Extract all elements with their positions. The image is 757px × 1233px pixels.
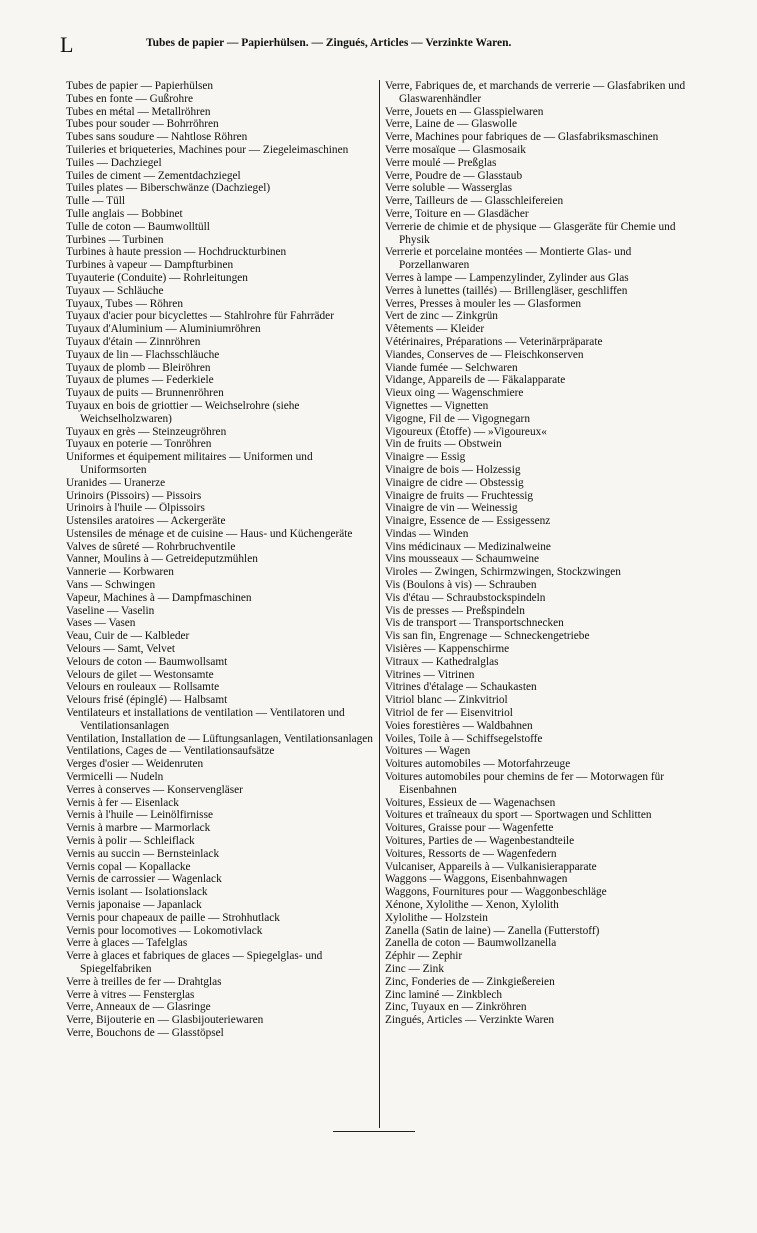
index-entry: Tulle de coton — Baumwolltüll	[66, 220, 210, 233]
index-entry: Tubes de papier — Papierhülsen	[66, 80, 214, 92]
index-entry: Voitures automobiles pour chemins de fer — Motorwagen für Eisenbahnen	[385, 771, 665, 796]
index-entry: Voitures, Graisse pour — Wagenfette	[385, 822, 554, 835]
index-entry: Tuileries et briqueteries, Machines pour — Ziegeleimaschinen	[66, 143, 349, 156]
index-entry: Vitriol blanc — Zinkvitriol	[385, 694, 508, 707]
index-entry: Zéphir — Zephir	[385, 950, 463, 963]
index-entry: Viande fumée — Selchwaren	[385, 361, 518, 374]
index-entry: Vigogne, Fil de — Vigognegarn	[385, 412, 530, 425]
index-entry: Vinaigre de bois — Holzessig	[385, 463, 521, 476]
column-divider	[379, 80, 380, 1128]
index-entry: Ventilateurs et installations de ventilation — Ventilatoren und Ventilationsanlagen	[66, 707, 345, 732]
index-entry: Vins médicinaux — Medizinalweine	[385, 540, 551, 553]
index-entry: Visières — Kappenschirme	[385, 643, 510, 656]
index-entry: Vis de transport — Transportschnecken	[385, 617, 564, 630]
index-entry: Vernis pour chapeaux de paille — Strohhutlack	[66, 911, 280, 924]
index-entry: Ustensiles aratoires — Ackergeräte	[66, 515, 226, 528]
index-entry: Verres à lunettes (taillés) — Brillengläser, geschliffen	[385, 284, 628, 297]
index-entry: Vitrines — Vitrinen	[385, 668, 475, 681]
index-entry: Tuyaux, Tubes — Röhren	[66, 297, 183, 310]
index-entry: Verre à treilles de fer — Drahtglas	[66, 975, 222, 988]
index-entry: Vinaigre de cidre — Obstessig	[385, 476, 524, 489]
index-entry: Vins mousseaux — Schaumweine	[385, 553, 540, 566]
index-entry: Turbines — Turbinen	[66, 233, 164, 246]
index-entry: Tuyaux en grès — Steinzeugröhren	[66, 425, 227, 438]
index-entry: Verre, Jouets en — Glasspielwaren	[385, 105, 544, 118]
index-entry: Verre, Bijouterie en — Glasbijouteriewaren	[66, 1014, 264, 1027]
index-entry: Verres à lampe — Lampenzylinder, Zylinder aus Glas	[385, 271, 629, 284]
index-entry: Tuyaux d'acier pour bicyclettes — Stahlrohre für Fahrräder	[66, 310, 334, 323]
index-entry: Verre soluble — Wasserglas	[385, 182, 512, 195]
index-entry: Uniformes et équipement militaires — Uniformen und Uniformsorten	[66, 451, 313, 476]
left-column	[66, 80, 373, 1040]
index-entry: Ventilation, Installation de — Lüftungsanlagen, Ventilationsanlagen	[66, 732, 373, 745]
index-entry: Tuyaux en bois de griottier — Weichselrohre (siehe Weichselholzwaren)	[66, 399, 300, 425]
index-entry: Tuyaux d'étain — Zinnröhren	[66, 335, 201, 348]
index-entry: Verre, Bouchons de — Glasstöpsel	[66, 1026, 224, 1039]
index-entry: Velours de gilet — Westonsamte	[66, 668, 214, 681]
index-entry: Tuyaux — Schläuche	[66, 284, 164, 297]
index-entry: Verre à glaces — Tafelglas	[66, 937, 188, 950]
right-column	[385, 80, 697, 1027]
index-entry: Vidange, Appareils de — Fäkalapparate	[385, 374, 566, 387]
index-entry: Turbines à haute pression — Hochdruckturbinen	[66, 246, 287, 259]
running-title: Tubes de papier — Papierhülsen. — Zingués, Articles — Verzinkte Waren.	[146, 37, 512, 49]
index-entry: Verre, Machines pour fabriques de — Glasfabriksmaschinen	[385, 131, 659, 144]
index-entry: Zinc — Zink	[385, 962, 444, 975]
index-entry: Vernis japonaise — Japanlack	[66, 899, 202, 911]
index-entry: Verre, Toiture en — Glasdächer	[385, 207, 529, 220]
index-entry: Verre moulé — Preßglas	[385, 156, 497, 169]
index-entry: Tubes sans soudure — Nahtlose Röhren	[66, 131, 248, 144]
index-entry: Voitures, Essieux de — Wagenachsen	[385, 796, 556, 809]
index-entry: Verre à vitres — Fensterglas	[66, 988, 195, 1001]
index-entry: Verrerie et porcelaine montées — Montierte Glas- und Porzellanwaren	[385, 246, 632, 272]
index-entry: Vulcaniser, Appareils à — Vulkanisierapparate	[385, 860, 597, 873]
index-entry: Verrerie de chimie et de physique — Glasgeräte für Chemie und Physik	[385, 220, 676, 246]
index-entry: Vaseline — Vaselin	[66, 604, 155, 617]
index-entry: Veau, Cuir de — Kalbleder	[66, 630, 190, 643]
index-entry: Viroles — Zwingen, Schirmzwingen, Stockzwingen	[385, 566, 621, 579]
index-entry: Vignettes — Vignetten	[385, 399, 489, 412]
index-entry: Zingués, Articles — Verzinkte Waren	[385, 1014, 555, 1027]
index-entry: Vernis copal — Kopallacke	[66, 860, 191, 873]
index-entry: Vinaigre de vin — Weinessig	[385, 502, 518, 515]
index-entry: Vannerie — Korbwaren	[66, 566, 174, 579]
index-entry: Vernis à l'huile — Leinölfirnisse	[66, 809, 213, 822]
index-entry: Vanner, Moulins à — Getreideputzmühlen	[66, 553, 258, 566]
index-entry: Tuiles — Dachziegel	[66, 156, 162, 169]
index-entry: Vernis de carrossier — Wagenlack	[66, 873, 222, 886]
index-entry: Tulle — Tüll	[66, 195, 126, 208]
index-entry: Voies forestières — Waldbahnen	[385, 719, 533, 732]
index-entry: Tuyaux d'Aluminium — Aluminiumröhren	[66, 323, 261, 336]
index-entry: Vieux oing — Wagenschmiere	[385, 387, 524, 400]
index-entry: Verres, Presses à mouler les — Glasformen	[385, 297, 582, 310]
index-entry: Vindas — Winden	[385, 527, 469, 540]
index-entry: Xylolithe — Holzstein	[385, 911, 488, 924]
page-letter: L	[60, 32, 74, 57]
index-entry: Vitriol de fer — Eisenvitriol	[385, 707, 513, 720]
index-entry: Ventilations, Cages de — Ventilationsaufsätze	[66, 745, 275, 758]
index-entry: Vinaigre de fruits — Fruchtessig	[385, 489, 534, 502]
index-entry: Zinc, Tuyaux en — Zinkröhren	[385, 1001, 527, 1014]
index-entry: Xénone, Xylolithe — Xenon, Xylolith	[385, 899, 559, 911]
index-entry: Tuyaux en poterie — Tonröhren	[66, 438, 212, 451]
index-entry: Voitures, Ressorts de — Wagenfedern	[385, 847, 557, 860]
index-entry: Tuiles de ciment — Zementdachziegel	[66, 169, 241, 182]
index-entry: Vernis isolant — Isolationslack	[66, 886, 208, 899]
index-entry: Tuyaux de lin — Flachsschläuche	[66, 348, 220, 361]
index-entry: Velours frisé (épinglé) — Halbsamt	[66, 694, 228, 707]
index-entry: Voitures, Parties de — Wagenbestandteile	[385, 835, 575, 848]
index-entry: Verre mosaïque — Glasmosaik	[385, 143, 526, 156]
index-entry: Voitures automobiles — Motorfahrzeuge	[385, 758, 571, 771]
index-entry: Verges d'osier — Weidenruten	[66, 758, 204, 771]
index-entry: Tubes pour souder — Bohrröhren	[66, 118, 219, 131]
index-entry: Urinoirs (Pissoirs) — Pissoirs	[66, 489, 202, 502]
index-entry: Voiles, Toile à — Schiffsegelstoffe	[385, 732, 543, 745]
index-entry: Waggons, Fournitures pour — Waggonbeschläge	[385, 886, 607, 899]
index-entry: Vernis à polir — Schleiflack	[66, 835, 195, 848]
footer-rule	[333, 1131, 415, 1132]
index-entry: Tuyauterie (Conduite) — Rohrleitungen	[66, 271, 248, 284]
index-entry: Vinaigre, Essence de — Essigessenz	[385, 515, 551, 528]
index-entry: Tuyaux de plomb — Bleiröhren	[66, 361, 211, 374]
index-entry: Vin de fruits — Obstwein	[385, 438, 502, 451]
index-entry: Verre, Poudre de — Glasstaub	[385, 169, 523, 182]
index-entry: Viandes, Conserves de — Fleischkonserven	[385, 348, 584, 361]
index-entry: Velours de coton — Baumwollsamt	[66, 655, 228, 668]
index-entry: Zinc laminé — Zinkblech	[385, 988, 503, 1001]
index-entry: Vernis à fer — Eisenlack	[66, 796, 179, 809]
index-entry: Vans — Schwingen	[66, 579, 156, 592]
index-entry: Tuyaux de puits — Brunnenröhren	[66, 387, 224, 400]
index-entry: Tulle anglais — Bobbinet	[66, 207, 183, 220]
index-entry: Vigoureux (Étoffe) — »Vigoureux«	[385, 425, 547, 438]
index-entry: Velours en rouleaux — Rollsamte	[66, 681, 220, 694]
index-entry: Vapeur, Machines à — Dampfmaschinen	[66, 591, 252, 604]
index-entry: Vis d'étau — Schraubstockspindeln	[385, 591, 546, 604]
index-entry: Verres à conserves — Konservengläser	[66, 783, 243, 796]
index-entry: Vis (Boulons à vis) — Schrauben	[385, 579, 537, 592]
index-entry: Ustensiles de ménage et de cuisine — Haus- und Küchengeräte	[66, 527, 353, 540]
index-entry: Vinaigre — Essig	[385, 451, 466, 464]
index-entry: Vis de presses — Preßspindeln	[385, 604, 525, 617]
index-entry: Verre, Tailleurs de — Glasschleifereien	[385, 195, 564, 208]
index-entry: Vêtements — Kleider	[385, 323, 485, 336]
index-entry: Zanella (Satin de laine) — Zanella (Futterstoff)	[385, 924, 600, 937]
index-entry: Tubes en métal — Metallröhren	[66, 105, 211, 118]
index-entry: Vitrines d'étalage — Schaukasten	[385, 681, 537, 694]
index-entry: Voitures et traîneaux du sport — Sportwagen und Schlitten	[385, 809, 652, 822]
index-entry: Tuyaux de plumes — Federkiele	[66, 374, 214, 387]
index-entry: Vert de zinc — Zinkgrün	[385, 310, 498, 323]
index-entry: Waggons — Waggons, Eisenbahnwagen	[385, 873, 568, 886]
index-entry: Verre, Laine de — Glaswolle	[385, 118, 518, 131]
index-entry: Verre à glaces et fabriques de glaces — Spiegelglas- und Spiegelfabriken	[66, 950, 323, 975]
index-entry: Zanella de coton — Baumwollzanella	[385, 937, 557, 950]
index-entry: Voitures — Wagen	[385, 745, 471, 758]
index-entry: Tuiles plates — Biberschwänze (Dachziegel)	[66, 182, 271, 195]
index-entry: Verre, Fabriques de, et marchands de verrerie — Glasfabriken und Glaswarenhändler	[385, 80, 686, 105]
index-entry: Vermicelli — Nudeln	[66, 771, 164, 784]
index-entry: Zinc, Fonderies de — Zinkgießereien	[385, 975, 555, 988]
index-entry: Tubes en fonte — Gußrohre	[66, 92, 193, 105]
index-entry: Vétérinaires, Préparations — Veterinärpräparate	[385, 335, 603, 348]
index-entry: Vases — Vasen	[66, 617, 136, 630]
index-entry: Velours — Samt, Velvet	[66, 643, 175, 656]
index-entry: Valves de sûreté — Rohrbruchventile	[66, 540, 236, 553]
index-entry: Urinoirs à l'huile — Ölpissoirs	[66, 502, 205, 515]
index-entry: Turbines à vapeur — Dampfturbinen	[66, 259, 234, 272]
index-entry: Verre, Anneaux de — Glasringe	[66, 1001, 211, 1014]
index-entry: Vernis à marbre — Marmorlack	[66, 822, 211, 835]
index-entry: Vernis au succin — Bernsteinlack	[66, 847, 220, 860]
index-entry: Uranides — Uranerze	[66, 476, 166, 489]
index-entry: Vernis pour locomotives — Lokomotivlack	[66, 924, 263, 937]
index-entry: Vitraux — Kathedralglas	[385, 655, 499, 668]
index-entry: Vis san fin, Engrenage — Schneckengetriebe	[385, 630, 590, 643]
